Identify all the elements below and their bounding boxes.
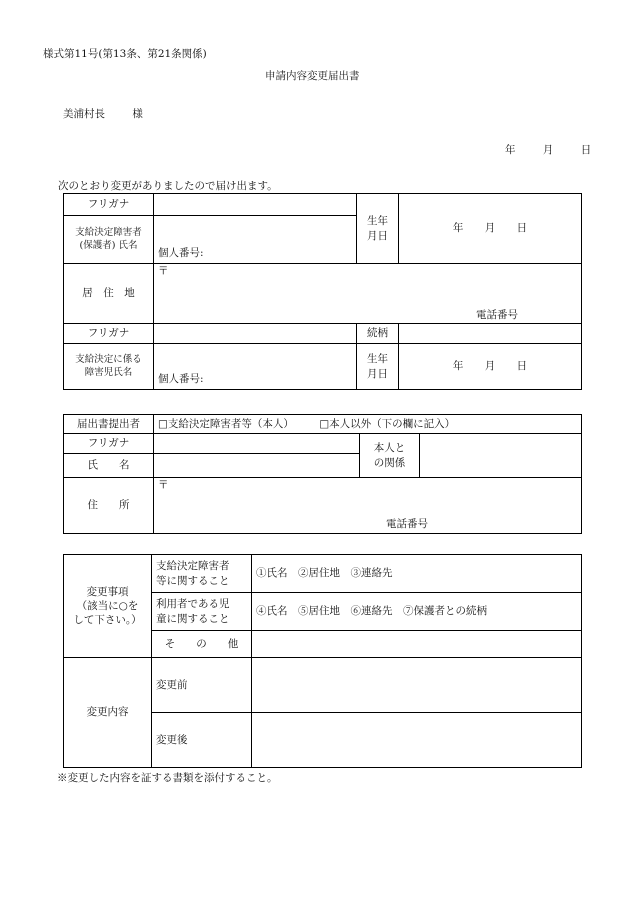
change-table xyxy=(63,554,582,768)
addressee-name: 美浦村長 xyxy=(63,108,105,120)
submitter-phone-label: 電話番号 xyxy=(386,517,428,530)
child-birth-date-field[interactable]: 年 月 日 xyxy=(399,344,582,390)
before-label: 変更前 xyxy=(152,658,252,713)
child-birth-label: 生年 月日 xyxy=(357,344,399,390)
submitter-postal-mark: 〒 xyxy=(158,479,169,491)
category2-options[interactable]: ④氏名 ⑤居住地 ⑥連絡先 ⑦保護者との続柄 xyxy=(252,593,582,631)
child-name-label: 支給決定に係る 障害児氏名 xyxy=(64,344,154,390)
option-other-checkbox[interactable]: □本人以外（下の欄に記入） xyxy=(319,417,456,430)
furigana-label: フリガナ xyxy=(64,194,154,216)
child-personal-number-label: 個人番号: xyxy=(158,372,204,385)
date-year: 年 xyxy=(505,144,516,156)
date-day: 日 xyxy=(580,144,592,156)
option-self-checkbox[interactable]: □支給決定障害者等（本人） xyxy=(158,417,294,430)
child-name-input[interactable] xyxy=(154,344,357,390)
submission-date xyxy=(505,142,591,157)
category1-options[interactable]: ①氏名 ②居住地 ③連絡先 xyxy=(252,555,582,593)
submitter-options xyxy=(154,415,582,434)
applicant-table xyxy=(63,193,582,390)
postal-mark: 〒 xyxy=(158,265,169,277)
submitter-name-label: 氏 名 xyxy=(64,454,154,478)
date-month: 月 xyxy=(542,144,554,156)
relation-input[interactable] xyxy=(420,434,582,478)
after-input[interactable] xyxy=(252,713,582,768)
relationship-input[interactable] xyxy=(399,324,582,344)
form-title: 申請内容変更届出書 xyxy=(265,70,360,82)
personal-number-label: 個人番号: xyxy=(158,246,204,259)
birth-label: 生年 月日 xyxy=(357,194,399,264)
submitter-furigana-input[interactable] xyxy=(154,434,360,454)
phone-label: 電話番号 xyxy=(476,308,518,321)
submitter-label: 届出書提出者 xyxy=(64,415,154,434)
birth-date-field[interactable]: 年 月 日 xyxy=(399,194,582,264)
after-label: 変更後 xyxy=(152,713,252,768)
submitter-address-input[interactable] xyxy=(154,478,582,534)
child-furigana-label: フリガナ xyxy=(64,324,154,344)
recipient-name-label: 支給決定障害者 (保護者) 氏名 xyxy=(64,216,154,264)
submitter-name-input[interactable] xyxy=(154,454,360,478)
other-label: そ の 他 xyxy=(152,631,252,658)
relationship-label: 続柄 xyxy=(357,324,399,344)
submitter-address-label: 住 所 xyxy=(64,478,154,534)
residence-input[interactable] xyxy=(154,264,582,324)
residence-label: 居 住 地 xyxy=(64,264,154,324)
category1-label: 支給決定障害者 等に関すること xyxy=(152,555,252,593)
form-number: 様式第11号(第13条、第21条関係) xyxy=(43,48,207,60)
intro-text: 次のとおり変更がありましたので届け出ます。 xyxy=(58,180,278,192)
furigana-input[interactable] xyxy=(154,194,357,216)
change-items-label: 変更事項 （該当に○を して下さい。） xyxy=(64,555,152,658)
addressee-honorific: 様 xyxy=(132,108,143,120)
other-input[interactable] xyxy=(252,631,582,658)
footer-note: ※変更した内容を証する書類を添付すること。 xyxy=(57,772,278,784)
child-furigana-input[interactable] xyxy=(154,324,357,344)
submitter-furigana-label: フリガナ xyxy=(64,434,154,454)
before-input[interactable] xyxy=(252,658,582,713)
relation-label: 本人と の関係 xyxy=(360,434,420,478)
recipient-name-input[interactable] xyxy=(154,216,357,264)
submitter-table xyxy=(63,414,582,534)
category2-label: 利用者である児 童に関すること xyxy=(152,593,252,631)
change-content-label: 変更内容 xyxy=(64,658,152,768)
addressee xyxy=(63,106,143,121)
